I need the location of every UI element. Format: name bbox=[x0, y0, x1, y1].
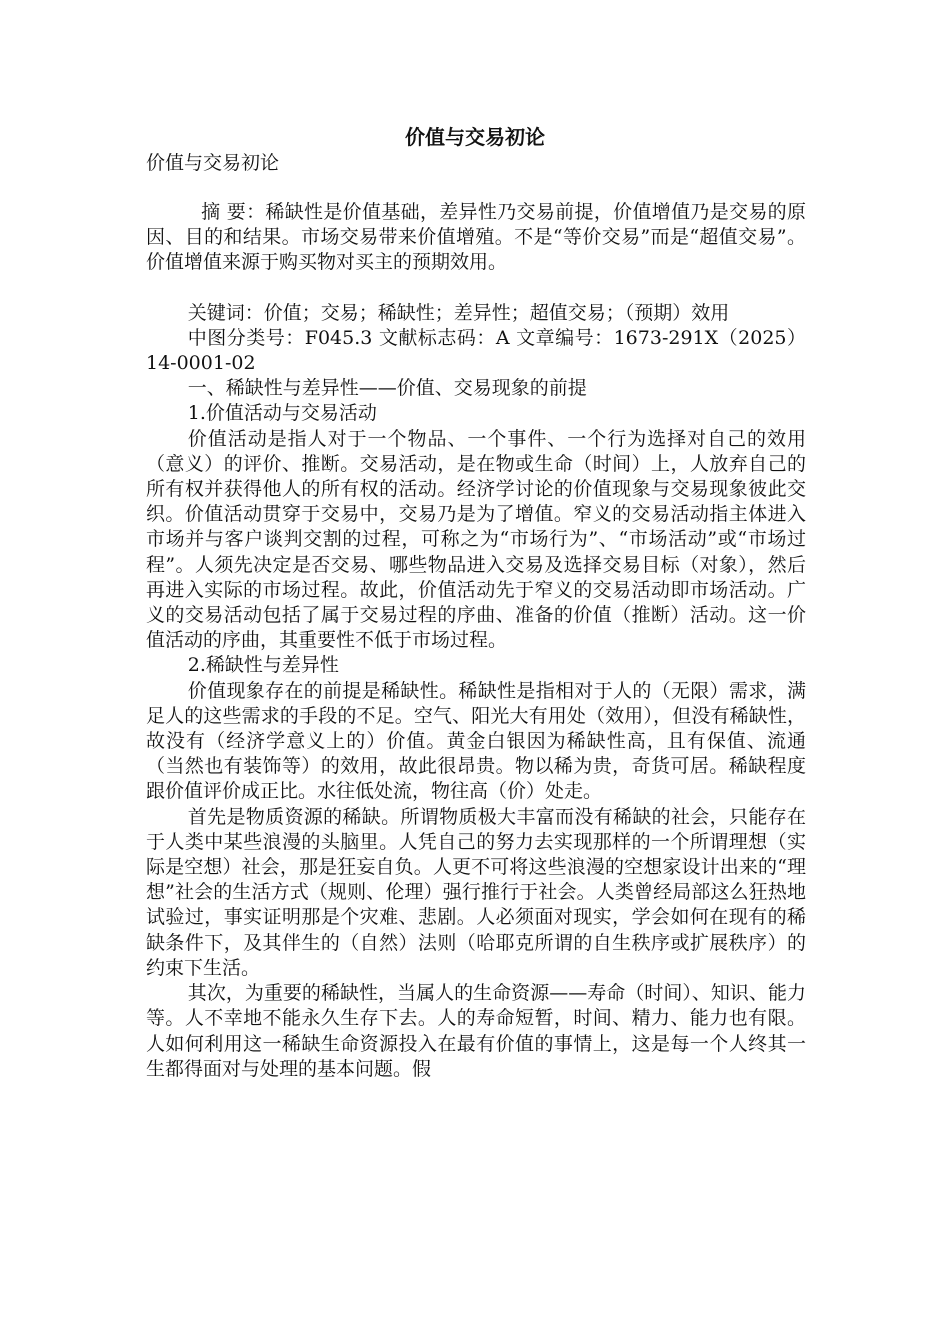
document-title: 价值与交易初论 bbox=[405, 125, 545, 149]
document-body bbox=[146, 200, 806, 1082]
spacer bbox=[146, 276, 806, 301]
document-subtitle: 价值与交易初论 bbox=[146, 152, 280, 174]
section-heading: 一、稀缺性与差异性——价值、交易现象的前提 bbox=[187, 377, 587, 400]
abstract-paragraph: 摘 要：稀缺性是价值基础，差异性乃交易前提，价值增值乃是交易的原因、目的和结果。市场交易带来价值增殖。不是“等价交易”而是“超值交易”。价值增值来源于购买物对买主的预期效用。 bbox=[146, 201, 806, 274]
keywords-paragraph: 关键词：价值；交易；稀缺性；差异性；超值交易；（预期）效用 bbox=[187, 301, 730, 324]
body-paragraph: 价值现象存在的前提是稀缺性。稀缺性是指相对于人的（无限）需求，满足人的这些需求的手段的不足。空气、阳光大有用处（效用），但没有稀缺性，故没有（经济学意义上的）价值。黄金白银因为稀缺性高，且有保值、流通（当然也有装饰等）的效用，故此很昂贵。物以稀为贵，奇货可居。稀缺程度跟价值评价成正比。水往低处流，物往高（价）处走。 bbox=[146, 679, 806, 803]
subsection-heading: 1.价值活动与交易活动 bbox=[187, 402, 377, 425]
classification-line: 中图分类号：F045.3 文献标志码：A 文章编号：1673-291X（2025）14-0001-02 bbox=[146, 326, 806, 375]
body-paragraph: 其次，为重要的稀缺性，当属人的生命资源——寿命（时间）、知识、能力等。人不幸地不能永久生存下去。人的寿命短暂，时间、精力、能力也有限。人如何利用这一稀缺生命资源投入在最有价值的事情上，这是每一个人终其一生都得面对与处理的基本问题。假 bbox=[146, 982, 806, 1080]
body-paragraph: 首先是物质资源的稀缺。所谓物质极大丰富而没有稀缺的社会，只能存在于人类中某些浪漫的头脑里。人凭自己的努力去实现那样的一个所谓理想（实际是空想）社会，那是狂妄自负。人更不可将这些浪漫的空想家设计出来的“理想”社会的生活方式（规则、伦理）强行推行于社会。人类曾经局部这么狂热地试验过，事实证明那是个灾难、悲剧。人必须面对现实，学会如何在现有的稀缺条件下，及其伴生的（自然）法则（哈耶克所谓的自生秩序或扩展秩序）的约束下生活。 bbox=[146, 805, 806, 979]
subsection-heading: 2.稀缺性与差异性 bbox=[187, 654, 339, 677]
body-paragraph: 价值活动是指人对于一个物品、一个事件、一个行为选择对自己的效用（意义）的评价、推断。交易活动，是在物或生命（时间）上，人放弃自己的所有权并获得他人的所有权的活动。经济学讨论的价值现象与交易现象彼此交织。价值活动贯穿于交易中，交易乃是为了增值。窄义的交易活动指主体进入市场并与客户谈判交割的过程，可称之为“市场行为”、“市场活动”或“市场过程”。人须先决定是否交易、哪些物品进入交易及选择交易目标（对象），然后再进入实际的市场过程。故此，价值活动先于窄义的交易活动即市场活动。广义的交易活动包括了属于交易过程的序曲、准备的价值（推断）活动。这一价值活动的序曲，其重要性不低于市场过程。 bbox=[146, 427, 806, 652]
